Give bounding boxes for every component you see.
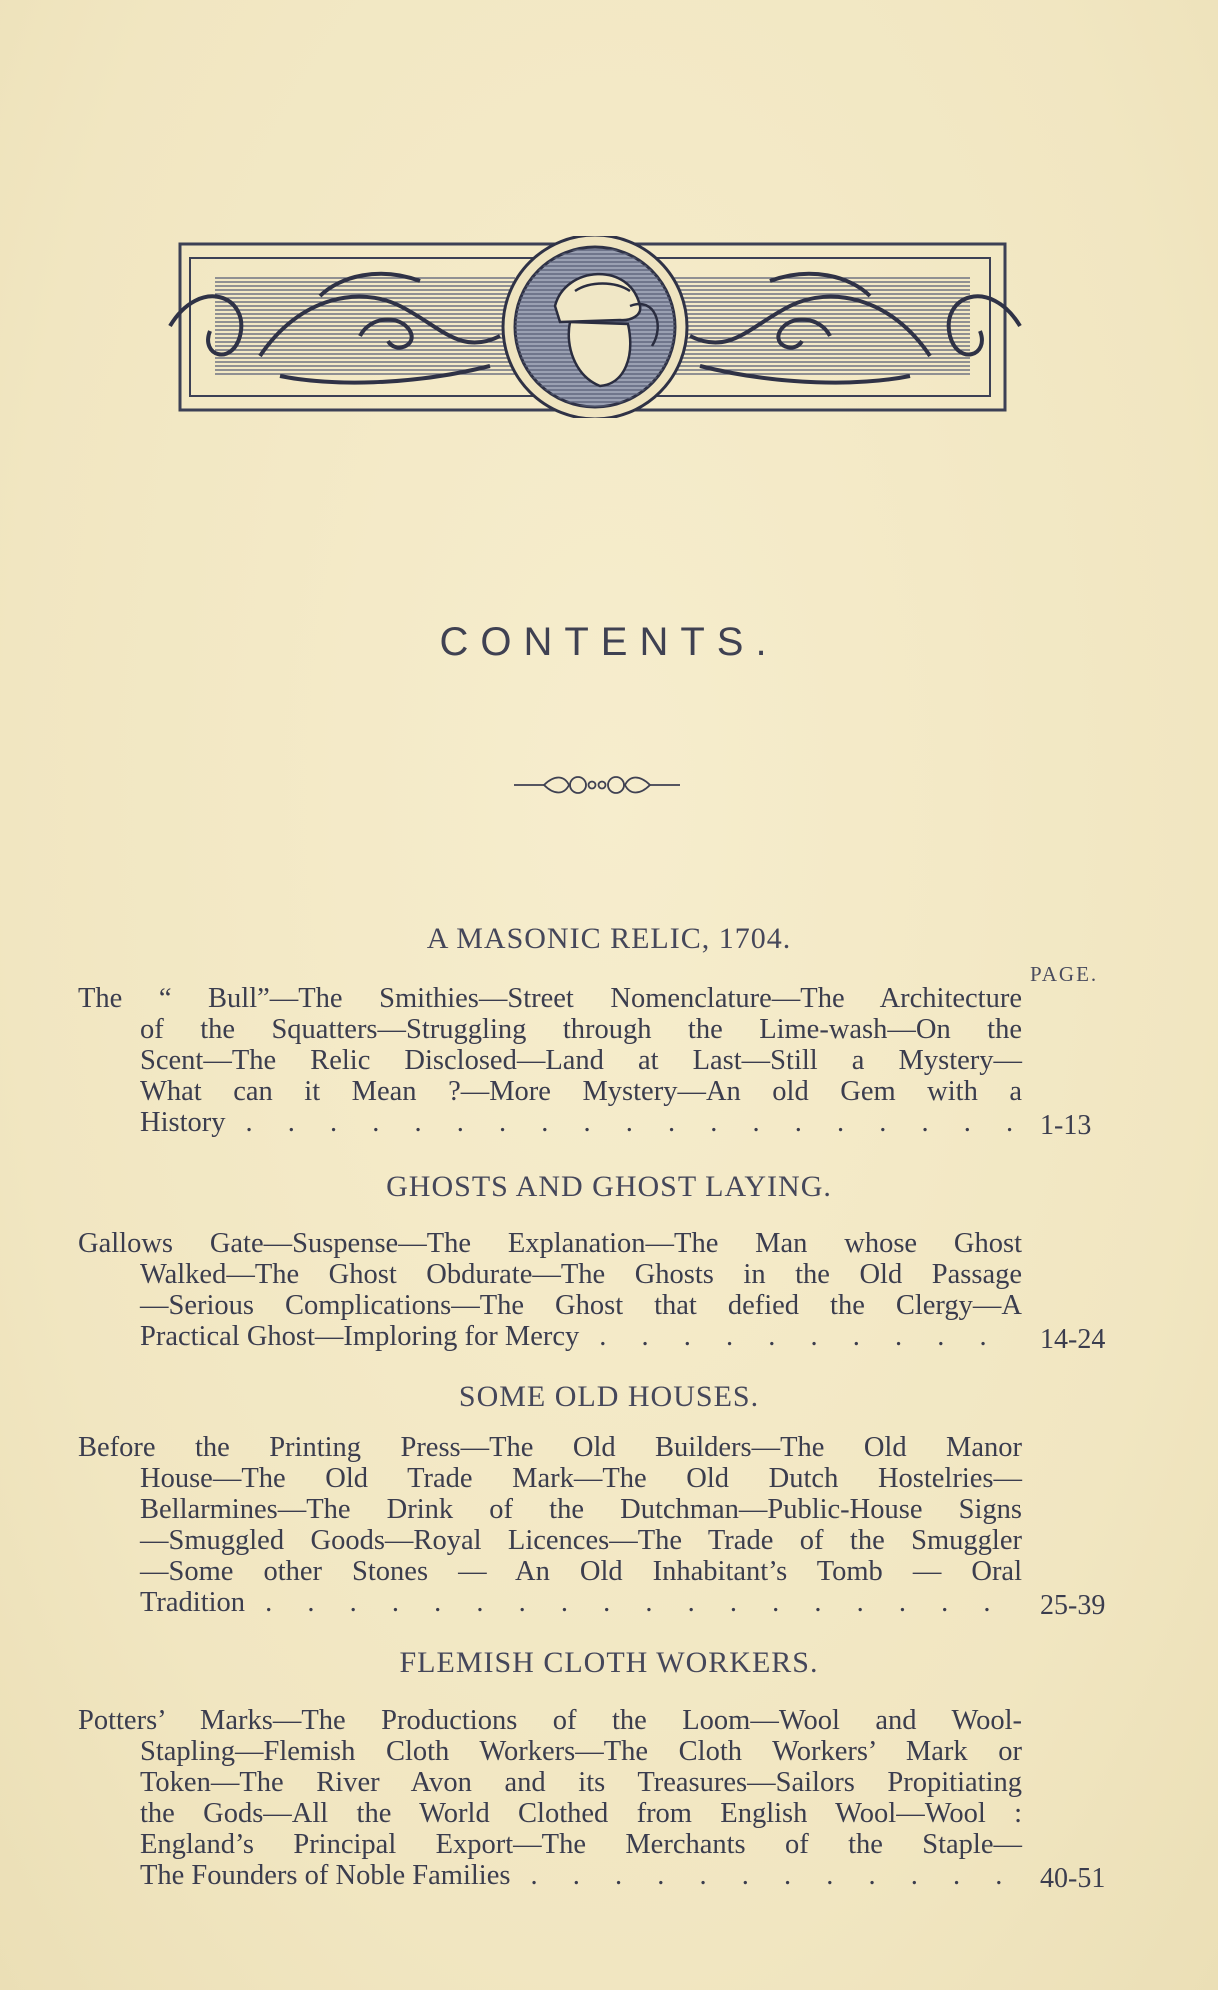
entry-line: Walked—The Ghost Obdurate—The Ghosts in the Old Passage — [140, 1259, 1022, 1290]
dot-leader — [226, 1107, 1023, 1138]
entry-line: The Founders of Noble Families — [140, 1860, 511, 1891]
entry-line: of the Squatters—Struggling through the Lime-wash—On the — [140, 1014, 1022, 1045]
page-column-label: PAGE. — [1030, 962, 1099, 986]
entry-line: House—The Old Trade Mark—The Old Dutch Hostelries— — [140, 1463, 1022, 1494]
divider-ornament — [514, 770, 680, 800]
entry-line: The “ Bull”—The Smithies—Street Nomenclature—The Architecture — [78, 983, 1022, 1014]
toc-entry-flemish — [78, 1705, 1022, 1891]
entry-line: Tradition — [140, 1587, 246, 1618]
dot-leader — [245, 1587, 1022, 1618]
page-range: 25-39 — [1040, 1590, 1106, 1621]
entry-line: Gallows Gate—Suspense—The Explanation—The Man whose Ghost — [78, 1228, 1022, 1259]
entry-last-line — [78, 1587, 1022, 1618]
section-heading-ghosts: GHOSTS AND GHOST LAYING. — [386, 1170, 832, 1203]
entry-line: England’s Principal Export—The Merchants of the Staple— — [140, 1829, 1022, 1860]
entry-last-line — [78, 1860, 1022, 1891]
entry-line: Scent—The Relic Disclosed—Land at Last—Still a Mystery— — [140, 1045, 1022, 1076]
entry-line: Stapling—Flemish Cloth Workers—The Cloth Workers’ Mark or — [140, 1736, 1022, 1767]
page-range: 1-13 — [1040, 1110, 1092, 1141]
entry-last-line — [78, 1107, 1022, 1138]
toc-entry-ghosts — [78, 1228, 1022, 1352]
entry-line: Potters’ Marks—The Productions of the Loom—Wool and Wool- — [78, 1705, 1022, 1736]
page-range: 14-24 — [1040, 1324, 1106, 1355]
entry-line: the Gods—All the World Clothed from English Wool—Wool : — [140, 1798, 1022, 1829]
entry-line: Practical Ghost—Imploring for Mercy — [140, 1321, 580, 1352]
dot-leader — [579, 1321, 1022, 1352]
page-title: CONTENTS. — [439, 620, 779, 664]
entry-line: Token—The River Avon and its Treasures—Sailors Propitiating — [140, 1767, 1022, 1798]
entry-line: —Some other Stones — An Old Inhabitant’s Tomb — Oral — [140, 1556, 1022, 1587]
entry-line: What can it Mean ?—More Mystery—An old Gem with a — [140, 1076, 1022, 1107]
entry-line: —Serious Complications—The Ghost that defied the Clergy—A — [140, 1290, 1022, 1321]
entry-line: History — [140, 1107, 226, 1138]
section-heading-flemish: FLEMISH CLOTH WORKERS. — [399, 1646, 819, 1679]
entry-line: —Smuggled Goods—Royal Licences—The Trade of the Smuggler — [140, 1525, 1022, 1556]
toc-entry-masonic-relic — [78, 983, 1022, 1138]
dot-leader — [510, 1860, 1022, 1891]
entry-last-line — [78, 1321, 1022, 1352]
toc-entry-old-houses — [78, 1432, 1022, 1618]
decorative-header-banner — [160, 236, 1030, 418]
page-range: 40-51 — [1040, 1863, 1106, 1894]
section-heading-old-houses: SOME OLD HOUSES. — [458, 1380, 760, 1413]
entry-line: Before the Printing Press—The Old Builders—The Old Manor — [78, 1432, 1022, 1463]
section-heading-masonic-relic: A MASONIC RELIC, 1704. — [426, 922, 792, 955]
entry-line: Bellarmines—The Drink of the Dutchman—Public-House Signs — [140, 1494, 1022, 1525]
